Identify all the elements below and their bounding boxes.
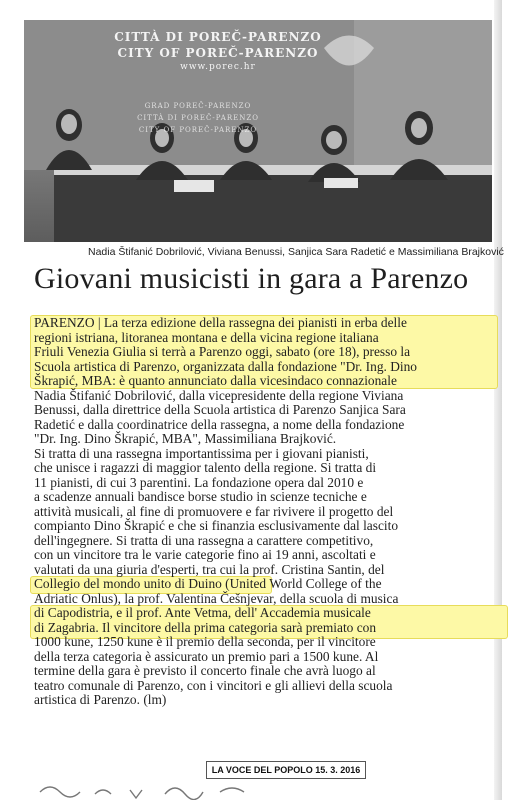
body-line: Benussi, dalla direttrice della Scuola artistica di Parenzo Sanjica Sara (34, 402, 406, 417)
body-line-hl: valutati da una giuria d'esperti, (34, 561, 199, 577)
banner-title-it: CITTÀ DI POREČ-PARENZO (114, 30, 322, 44)
body-line: termine della gara è previsto il concerto finale che avrà luogo al (34, 663, 376, 678)
body-line: 11 pianisti, di cui 3 parentini. La fondazione opera dal 2010 e (34, 474, 364, 490)
body-line: Nadia Štifanić Dobrilović, dalla vicepresidente della regione Viviana (34, 387, 404, 403)
body-line: Friuli Venezia Giulia si terrà a Parenzo oggi, sabato (ore 18), presso la (34, 344, 411, 359)
body-line: Collegio del mondo unito di Duino (United World College of the (34, 576, 382, 591)
body-line: di Zagabria. Il vincitore della prima categoria sarà premiato con (34, 619, 377, 635)
body-line: 1000 kune, 1250 kune è il premio della seconda, per il vincitore (34, 634, 376, 649)
body-line: della terza categoria è assicurato un premio pari a 1500 kune. Al (34, 648, 379, 664)
body-line: dell'ingegnere. Si tratta di una rassegna a carattere competitivo, (34, 532, 374, 548)
body-line-rest: è quanto annunciato dalla vicesindaco connazionale (115, 373, 397, 388)
body-line-rest: tra cui la prof. Cristina Santin, del (198, 561, 385, 577)
body-line (34, 563, 504, 578)
body-line-hl: di Capodistria, (34, 605, 113, 620)
body-line (34, 374, 504, 389)
photo-caption: Nadia Štifanić Dobrilović, Viviana Benussi, Sanjica Sara Radetić e Massimiliana Brajković (88, 246, 504, 258)
body-line: a scadenze annuali bandisce borse studio in scienze tecniche e (34, 489, 367, 504)
body-line: PARENZO | La terza edizione della rassegna dei pianisti in erba delle (34, 315, 407, 330)
banner-url: www.porec.hr (180, 62, 256, 72)
body-line: "Dr. Ing. Dino Škrapić, MBA", Massimiliana Brajković. (34, 431, 337, 446)
body-line: compianto Dino Škrapić e che si finanzia esclusivamente dal lascito (34, 518, 399, 533)
banner-small-1: GRAD POREČ-PARENZO (144, 102, 252, 110)
handwriting-scribble (0, 780, 531, 800)
body-line: Scuola artistica di Parenzo, organizzata dalla fondazione "Dr. Ing. Dino (34, 358, 417, 374)
body-line: regioni istriana, litoranea montana e della vicina regione italiana (34, 329, 379, 345)
banner-small-2: CITTÀ DI POREČ-PARENZO (137, 114, 259, 122)
article-headline: Giovani musicisti in gara a Parenzo (34, 262, 469, 295)
body-line: Radetić e dalla coordinatrice della rassegna, a nome della fondazione (34, 416, 405, 432)
body-line-rest: Adriatic Onlus), (34, 590, 122, 606)
body-line: che unisce i ragazzi di maggior talento della regione. Si tratta di (34, 460, 377, 475)
body-line-hl: la prof. Valentina Češnjevar, della scuola di musica (124, 590, 399, 606)
article-photo (24, 20, 492, 242)
body-line (34, 606, 504, 621)
body-line-hl: Škrapić, MBA: (34, 373, 116, 388)
body-line: artistica di Parenzo. (lm) (34, 692, 167, 707)
body-line: con un vincitore tra le varie categorie fino ai 19 anni, ascoltati e (34, 547, 376, 562)
article-body (34, 316, 504, 708)
banner-title-en: CITY OF POREČ-PARENZO (117, 46, 319, 60)
body-line: Si tratta di una rassegna importantissima per i giovani pianisti, (34, 445, 369, 461)
body-line-rest: e il prof. Ante Vetma, dell' Accademia musicale (112, 605, 371, 620)
body-line (34, 592, 504, 607)
banner-small-3: CITY OF POREČ-PARENZO (138, 126, 258, 134)
body-line: attività musicali, al fine di promuovere e far rivivere il progetto del (34, 503, 394, 519)
body-line: teatro comunale di Parenzo, con i vincitori e gli allievi della scuola (34, 677, 393, 693)
source-stamp: LA VOCE DEL POPOLO 15. 3. 2016 (206, 761, 366, 779)
